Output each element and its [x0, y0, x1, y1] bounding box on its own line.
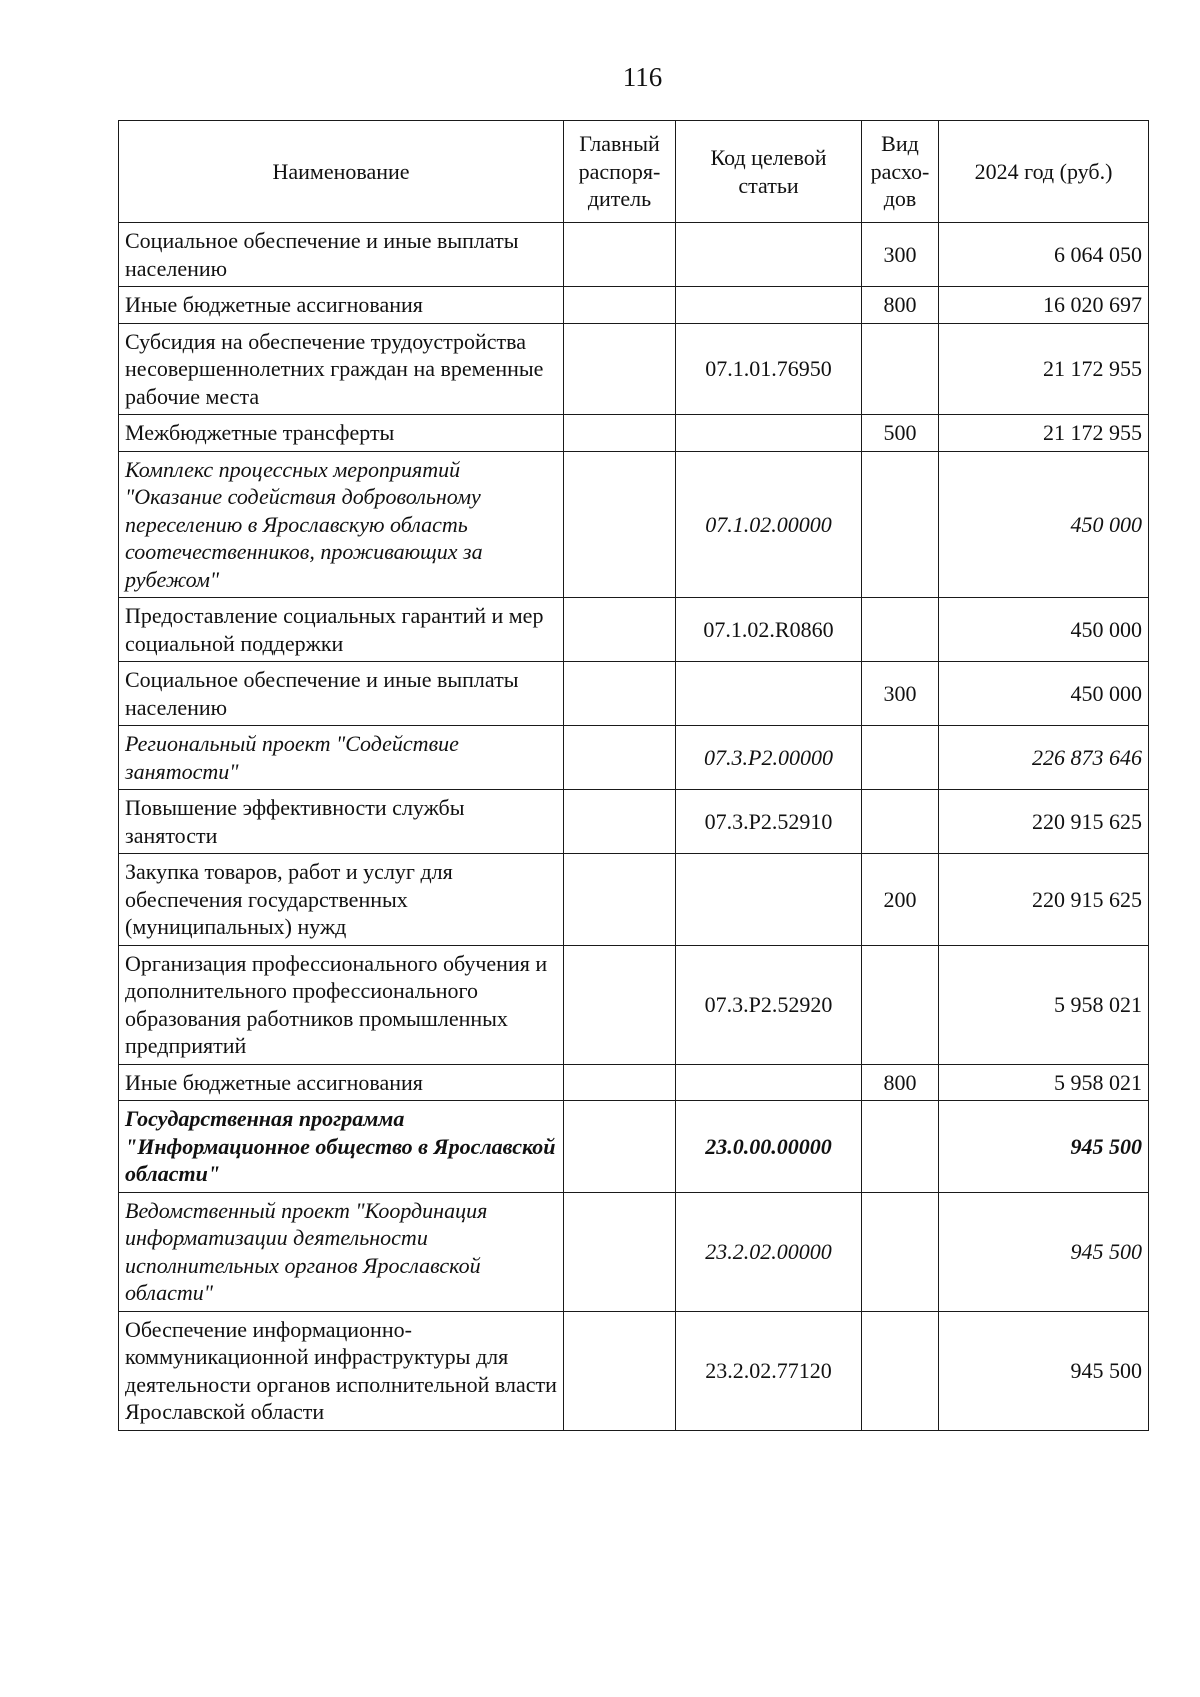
- cell-type: [862, 1192, 939, 1311]
- header-type: Вид расхо-дов: [862, 121, 939, 223]
- cell-amount: 226 873 646: [939, 726, 1149, 790]
- cell-type: 200: [862, 854, 939, 946]
- cell-amount: 945 500: [939, 1192, 1149, 1311]
- cell-admin: [564, 287, 676, 324]
- cell-code: 07.3.Р2.00000: [676, 726, 862, 790]
- cell-admin: [564, 1192, 676, 1311]
- cell-type: [862, 726, 939, 790]
- page-number: 116: [622, 62, 663, 92]
- cell-code: [676, 223, 862, 287]
- cell-admin: [564, 323, 676, 415]
- budget-table: [118, 120, 1149, 1431]
- cell-admin: [564, 598, 676, 662]
- cell-admin: [564, 854, 676, 946]
- cell-name: Региональный проект "Содействие занятости": [119, 726, 564, 790]
- cell-admin: [564, 1064, 676, 1101]
- cell-type: 800: [862, 1064, 939, 1101]
- cell-code: 07.3.Р2.52910: [676, 790, 862, 854]
- cell-type: [862, 323, 939, 415]
- cell-code: 07.1.02.R0860: [676, 598, 862, 662]
- cell-code: 07.1.01.76950: [676, 323, 862, 415]
- table-body: [119, 223, 1149, 1431]
- table-row: [119, 1311, 1149, 1430]
- cell-code: 23.2.02.77120: [676, 1311, 862, 1430]
- cell-code: [676, 854, 862, 946]
- cell-type: 500: [862, 415, 939, 452]
- cell-amount: 220 915 625: [939, 854, 1149, 946]
- cell-code: 23.0.00.00000: [676, 1101, 862, 1193]
- cell-type: [862, 598, 939, 662]
- cell-amount: 945 500: [939, 1311, 1149, 1430]
- cell-amount: 945 500: [939, 1101, 1149, 1193]
- header-name: Наименование: [119, 121, 564, 223]
- table-header-row: [119, 121, 1149, 223]
- table-row: [119, 287, 1149, 324]
- cell-name: Повышение эффективности службы занятости: [119, 790, 564, 854]
- cell-code: [676, 1064, 862, 1101]
- cell-amount: 21 172 955: [939, 415, 1149, 452]
- cell-amount: 5 958 021: [939, 1064, 1149, 1101]
- table-row: [119, 415, 1149, 452]
- cell-name: Предоставление социальных гарантий и мер социальной поддержки: [119, 598, 564, 662]
- cell-amount: 450 000: [939, 598, 1149, 662]
- cell-code: 23.2.02.00000: [676, 1192, 862, 1311]
- cell-name: Государственная программа "Информационное общество в Ярославской области": [119, 1101, 564, 1193]
- cell-type: [862, 451, 939, 598]
- cell-code: [676, 287, 862, 324]
- cell-amount: 450 000: [939, 451, 1149, 598]
- cell-code: 07.3.Р2.52920: [676, 945, 862, 1064]
- table-row: [119, 945, 1149, 1064]
- cell-name: Ведомственный проект "Координация информатизации деятельности исполнительных органов Ярославской области": [119, 1192, 564, 1311]
- cell-name: Иные бюджетные ассигнования: [119, 287, 564, 324]
- cell-name: Иные бюджетные ассигнования: [119, 1064, 564, 1101]
- cell-admin: [564, 726, 676, 790]
- cell-admin: [564, 415, 676, 452]
- table-row: [119, 598, 1149, 662]
- cell-type: 300: [862, 223, 939, 287]
- cell-admin: [564, 1311, 676, 1430]
- cell-name: Межбюджетные трансферты: [119, 415, 564, 452]
- table-row: [119, 726, 1149, 790]
- cell-admin: [564, 451, 676, 598]
- cell-admin: [564, 945, 676, 1064]
- cell-code: [676, 662, 862, 726]
- cell-admin: [564, 790, 676, 854]
- table-row: [119, 854, 1149, 946]
- cell-type: [862, 1101, 939, 1193]
- cell-name: Обеспечение информационно-коммуникационной инфраструктуры для деятельности органов исполнительной власти Ярославской области: [119, 1311, 564, 1430]
- cell-type: [862, 790, 939, 854]
- cell-type: [862, 1311, 939, 1430]
- cell-amount: 5 958 021: [939, 945, 1149, 1064]
- cell-type: [862, 945, 939, 1064]
- cell-amount: 6 064 050: [939, 223, 1149, 287]
- cell-amount: 450 000: [939, 662, 1149, 726]
- cell-amount: 220 915 625: [939, 790, 1149, 854]
- cell-code: [676, 415, 862, 452]
- cell-name: Социальное обеспечение и иные выплаты населению: [119, 662, 564, 726]
- cell-type: 800: [862, 287, 939, 324]
- table-row: [119, 1064, 1149, 1101]
- cell-admin: [564, 223, 676, 287]
- cell-name: Субсидия на обеспечение трудоустройства несовершеннолетних граждан на временные рабочие места: [119, 323, 564, 415]
- header-amount: 2024 год (руб.): [939, 121, 1149, 223]
- cell-name: Социальное обеспечение и иные выплаты населению: [119, 223, 564, 287]
- table-row: [119, 1192, 1149, 1311]
- table-row: [119, 790, 1149, 854]
- cell-admin: [564, 1101, 676, 1193]
- header-code: Код целевой статьи: [676, 121, 862, 223]
- cell-code: 07.1.02.00000: [676, 451, 862, 598]
- table-row: [119, 1101, 1149, 1193]
- cell-admin: [564, 662, 676, 726]
- cell-amount: 21 172 955: [939, 323, 1149, 415]
- cell-type: 300: [862, 662, 939, 726]
- cell-amount: 16 020 697: [939, 287, 1149, 324]
- table-row: [119, 223, 1149, 287]
- header-admin: Главный распоря-дитель: [564, 121, 676, 223]
- cell-name: Закупка товаров, работ и услуг для обеспечения государственных (муниципальных) нужд: [119, 854, 564, 946]
- table-row: [119, 451, 1149, 598]
- cell-name: Комплекс процессных мероприятий "Оказание содействия добровольному переселению в Ярославскую область соотечественников, проживающих за рубежом": [119, 451, 564, 598]
- table-row: [119, 323, 1149, 415]
- table-row: [119, 662, 1149, 726]
- cell-name: Организация профессионального обучения и дополнительного профессионального образования работников промышленных предприятий: [119, 945, 564, 1064]
